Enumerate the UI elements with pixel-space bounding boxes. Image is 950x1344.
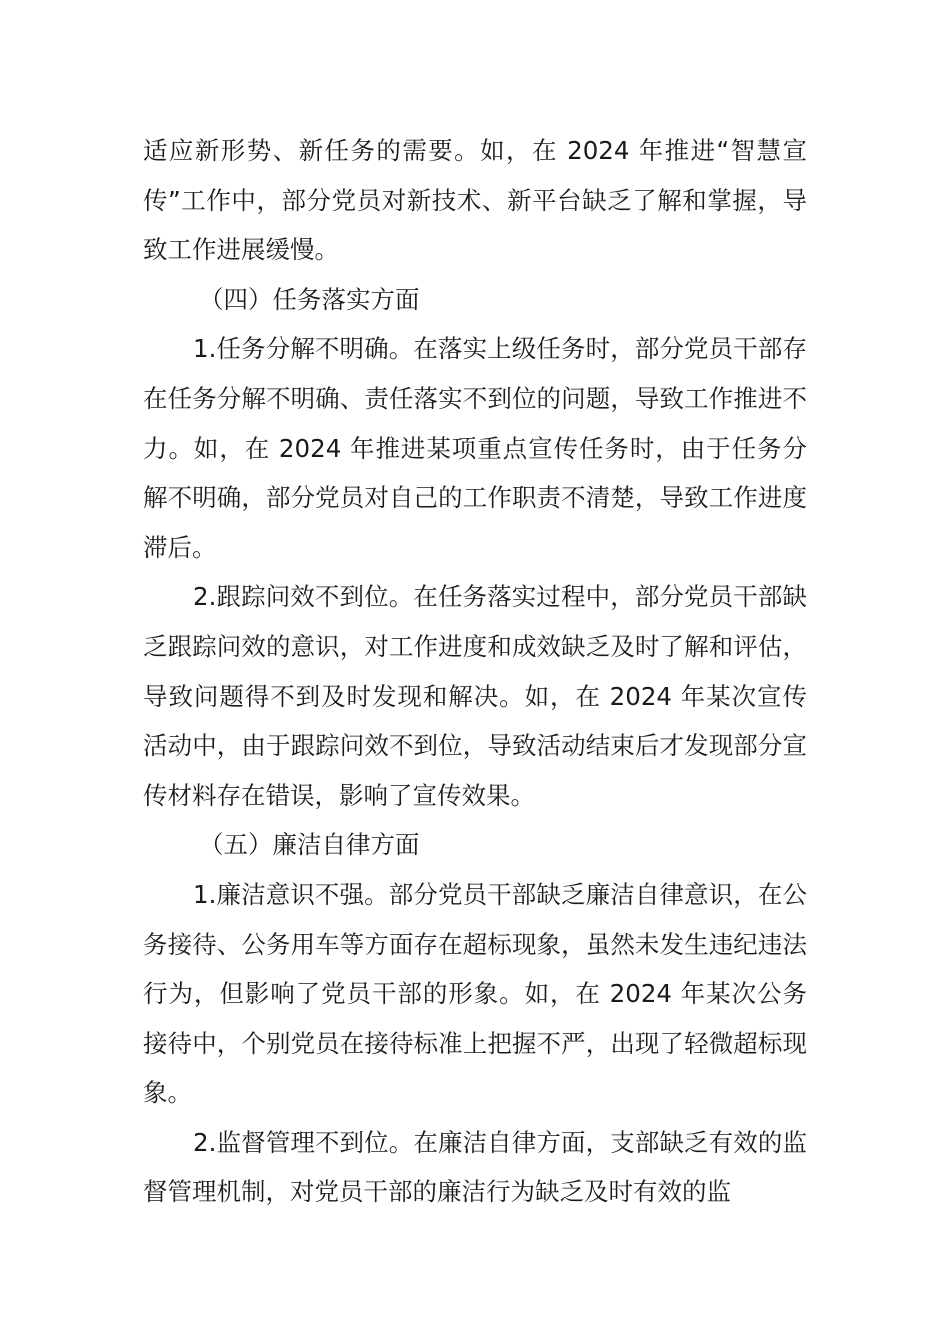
section-heading-four: （四）任务落实方面 bbox=[199, 284, 420, 314]
paragraph-tracking-accountability: 2.跟踪问效不到位。在任务落实过程中，部分党员干部缺乏跟踪问效的意识，对工作进度和成效缺乏及时了解和评估，导致问题得不到及时发现和解决。如，在 2024 年某次宣传活动中，由于跟踪问效不到位，导致活动结束后才发现部分宣传材料存在错误，影响了宣传效果。 bbox=[143, 582, 807, 810]
paragraph-task-decomposition: 1.任务分解不明确。在落实上级任务时，部分党员干部存在任务分解不明确、责任落实不到位的问题，导致工作推进不力。如，在 2024 年推进某项重点宣传任务时，由于任务分解不明确，部分党员对自己的工作职责不清楚，导致工作进度滞后。 bbox=[143, 334, 807, 562]
document-body bbox=[143, 126, 807, 1217]
paragraph-supervision-management: 2.监督管理不到位。在廉洁自律方面，支部缺乏有效的监督管理机制，对党员干部的廉洁行为缺乏及时有效的监 bbox=[143, 1127, 807, 1207]
paragraph-integrity-awareness: 1.廉洁意识不强。部分党员干部缺乏廉洁自律意识，在公务接待、公务用车等方面存在超标现象，虽然未发生违纪违法行为，但影响了党员干部的形象。如，在 2024 年某次公务接待中，个别党员在接待标准上把握不严，出现了轻微超标现象。 bbox=[143, 879, 807, 1108]
paragraph-continuation: 适应新形势、新任务的需要。如，在 2024 年推进“智慧宣传”工作中，部分党员对新技术、新平台缺乏了解和掌握，导致工作进展缓慢。 bbox=[143, 136, 807, 265]
section-heading-five: （五）廉洁自律方面 bbox=[199, 830, 420, 860]
